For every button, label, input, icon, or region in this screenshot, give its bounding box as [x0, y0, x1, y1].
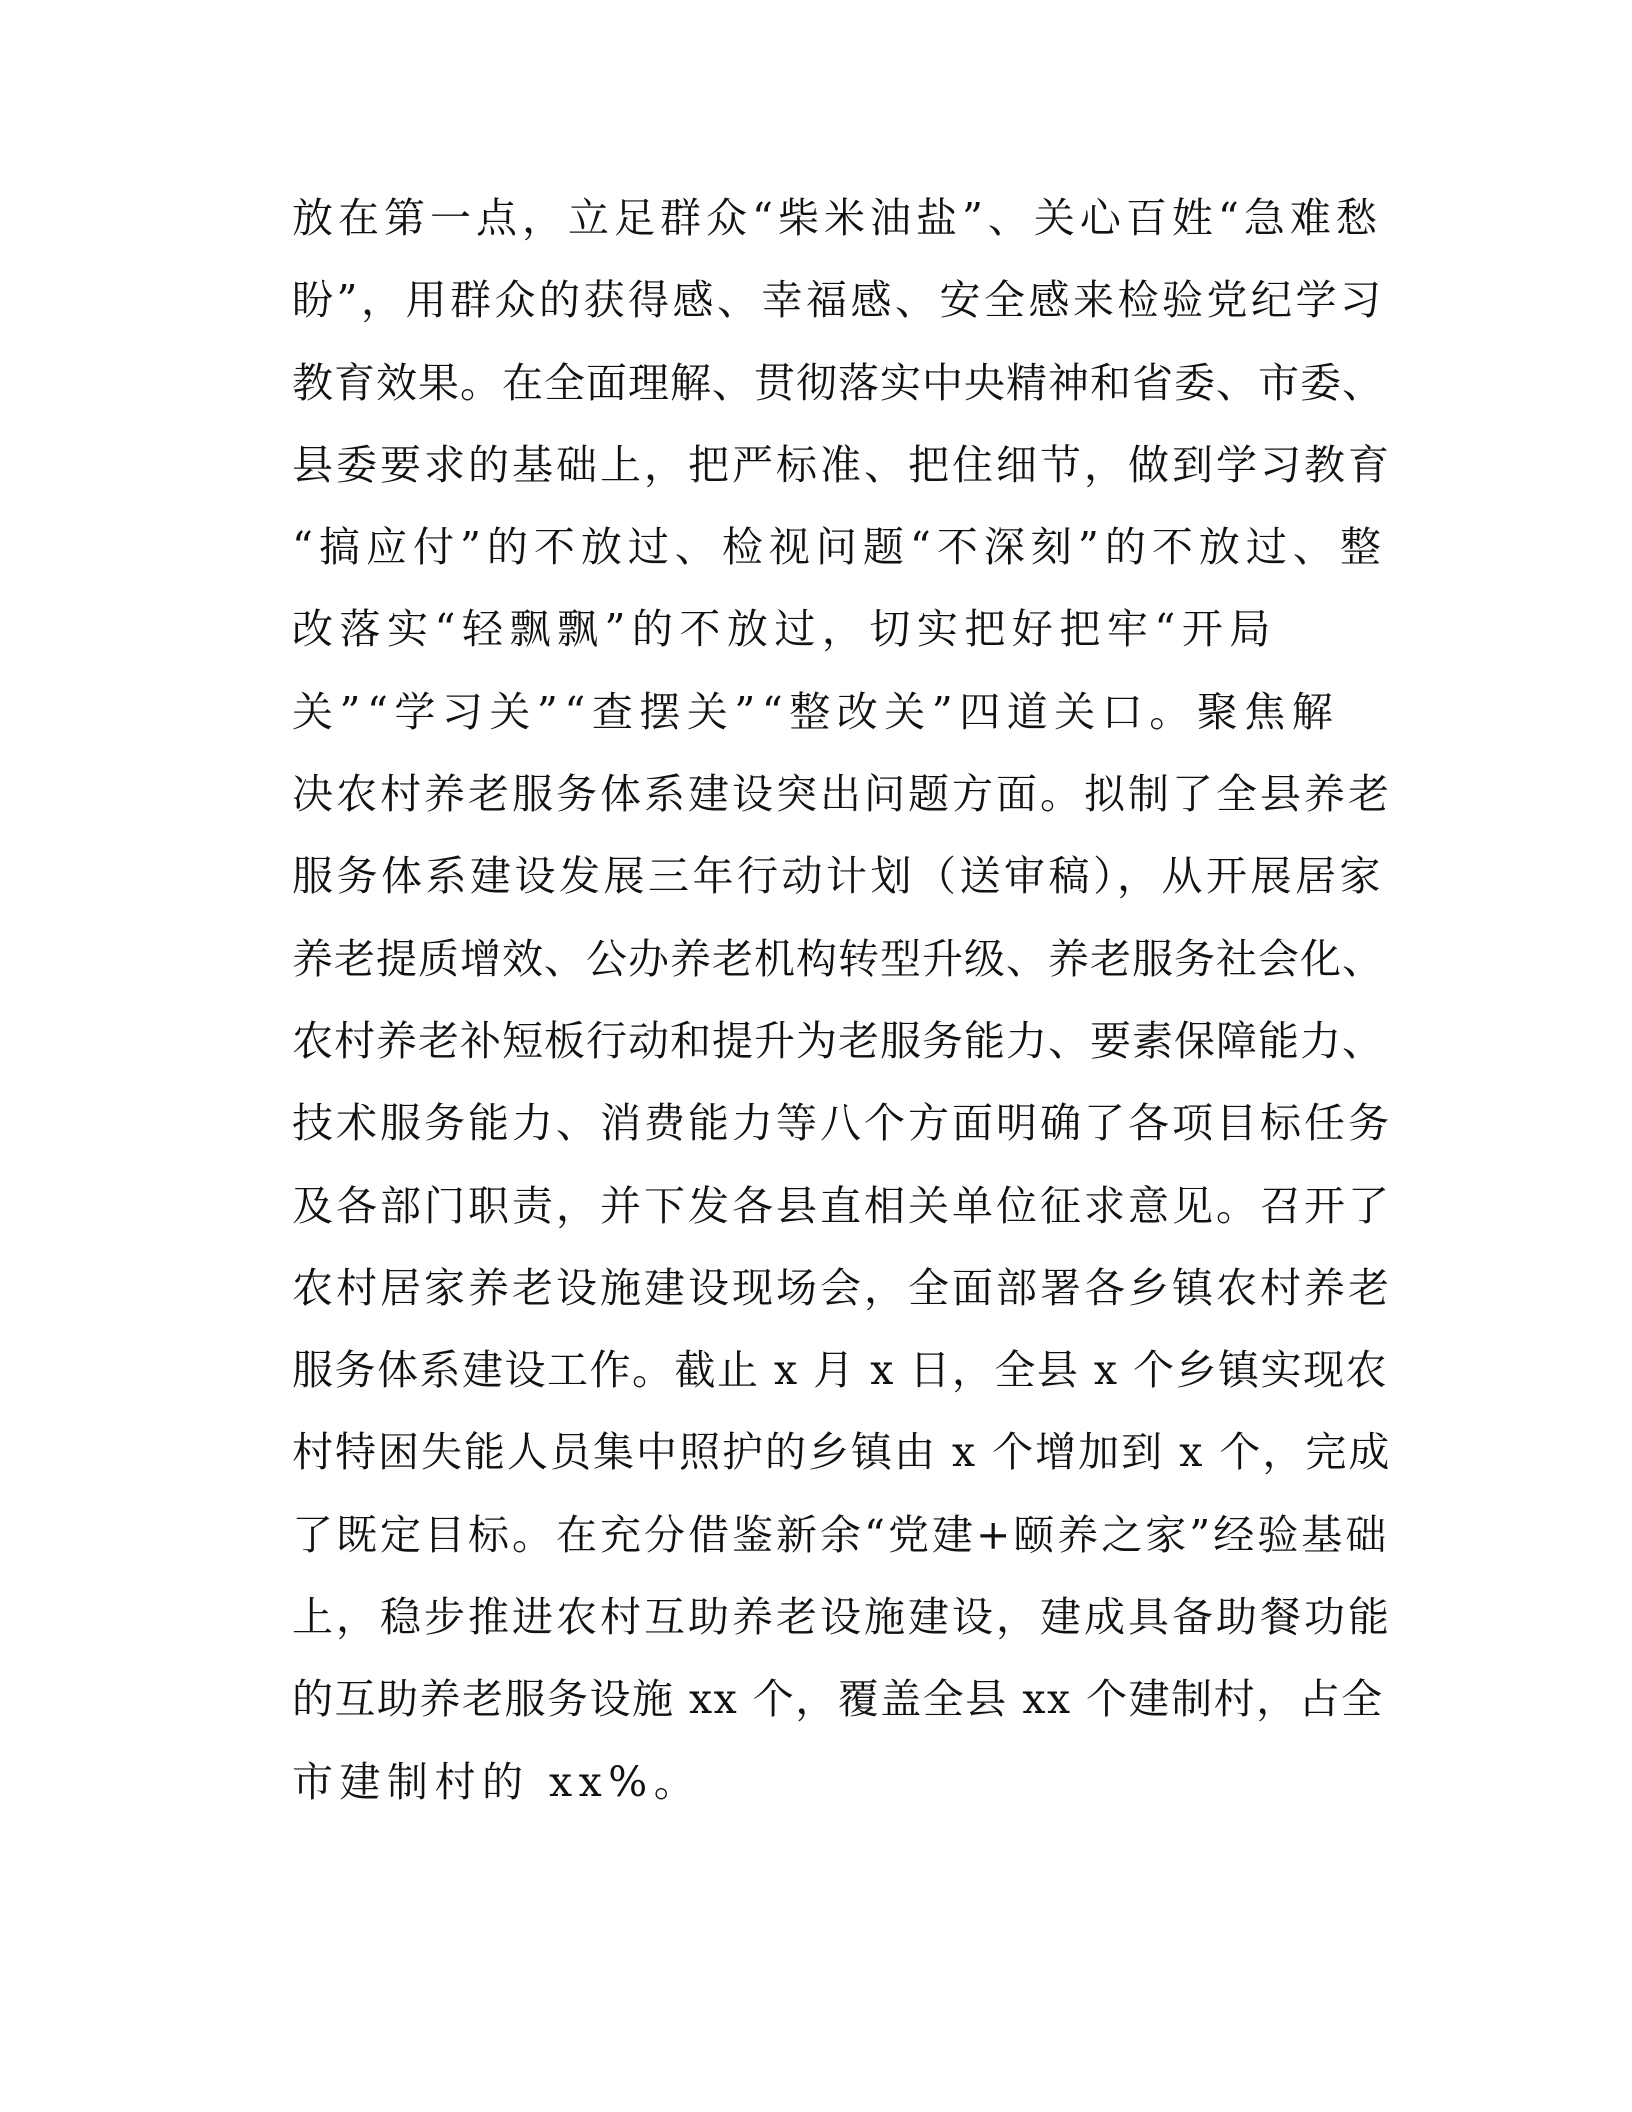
text-line: 服务体系建设发展三年行动计划（送审稿），从开展居家	[292, 852, 1384, 901]
text-line: 村特困失能人员集中照护的乡镇由 x 个增加到 x 个，完成	[292, 1428, 1392, 1477]
text-line: 上，稳步推进农村互助养老设施建设，建成具备助餐功能	[292, 1593, 1392, 1642]
text-line: 及各部门职责，并下发各县直相关单位征求意见。召开了	[292, 1181, 1392, 1230]
text-line: 教育效果。在全面理解、贯彻落实中央精神和省委、市委、	[292, 358, 1384, 407]
text-line: 养老提质增效、公办养老机构转型升级、养老服务社会化、	[292, 934, 1384, 983]
text-line: 农村居家养老设施建设现场会，全面部署各乡镇农村养老	[292, 1263, 1392, 1312]
text-line: 市建制村的 xx%。	[292, 1757, 702, 1806]
text-line: “搞应付”的不放过、检视问题“不深刻”的不放过、整	[292, 523, 1387, 572]
text-line: 盼”，用群众的获得感、幸福感、安全感来检验党纪学习	[292, 276, 1385, 325]
text-line: 关”“学习关”“查摆关”“整改关”四道关口。聚焦解	[292, 687, 1340, 736]
text-line: 服务体系建设工作。截止 x 月 x 日，全县 x 个乡镇实现农	[292, 1346, 1389, 1395]
text-line: 的互助养老服务设施 xx 个，覆盖全县 xx 个建制村，占全	[292, 1675, 1384, 1724]
text-line: 农村养老补短板行动和提升为老服务能力、要素保障能力、	[292, 1016, 1384, 1065]
text-line: 改落实“轻飘飘”的不放过，切实把好把牢“开局	[292, 605, 1277, 654]
text-line: 县委要求的基础上，把严标准、把住细节，做到学习教育	[292, 440, 1392, 489]
text-line: 技术服务能力、消费能力等八个方面明确了各项目标任务	[292, 1099, 1392, 1148]
text-line: 了既定目标。在充分借鉴新余“党建+颐养之家”经验基础	[292, 1510, 1390, 1559]
body-paragraph	[292, 186, 1392, 1832]
text-line: 放在第一点，立足群众“柴米油盐”、关心百姓“急难愁	[292, 194, 1382, 242]
text-line: 决农村养老服务体系建设突出问题方面。拟制了全县养老	[292, 770, 1392, 819]
